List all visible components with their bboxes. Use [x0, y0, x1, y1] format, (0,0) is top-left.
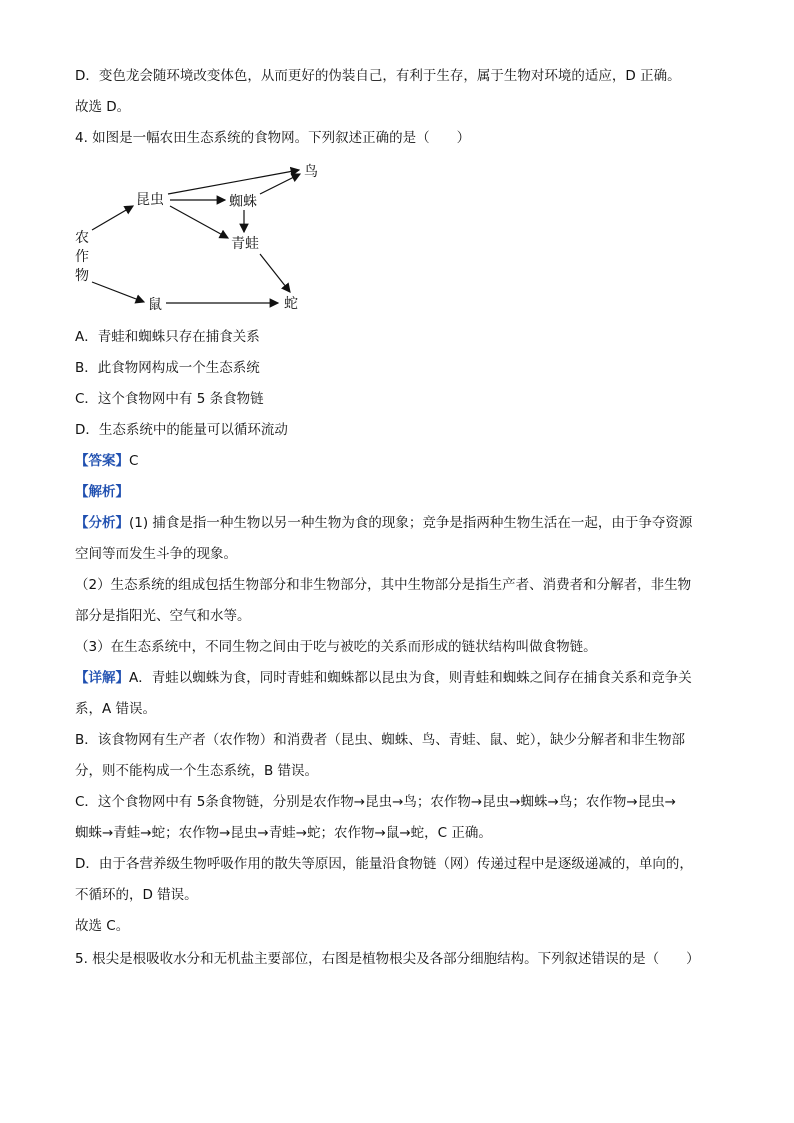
node-frog: 青蛙	[231, 236, 259, 252]
node-bird: 鸟	[304, 164, 318, 180]
arrow-spider-to-bird	[260, 174, 300, 194]
fenxi-line-3: （3）在生态系统中，不同生物之间由于吃与被吃的关系而形成的链状结构叫做食物链。	[75, 639, 597, 655]
node-insect: 昆虫	[136, 192, 164, 208]
analysis-heading	[75, 482, 129, 502]
detail-line-d2: 不循环的，D 错误。	[75, 887, 198, 903]
arrow-crop-to-insect	[92, 206, 133, 230]
fenxi-line-1	[75, 513, 692, 533]
text-line-d-conclusion: D．变色龙会随环境改变体色，从而更好的伪装自己，有利于生存，属于生物对环境的适应，D 正确。	[75, 68, 681, 84]
arrow-frog-to-snake	[260, 254, 290, 292]
detail-line-d: D．由于各营养级生物呼吸作用的散失等原因，能量沿食物链（网）传递过程中是逐级递减的，单向的，	[75, 856, 693, 872]
node-snake: 蛇	[284, 296, 298, 312]
question-5-stem: 5. 根尖是根吸收水分和无机盐主要部位，右图是植物根尖及各部分细胞结构。下列叙述错误的是（ ）	[75, 951, 700, 967]
node-spider: 蜘蛛	[229, 194, 257, 210]
option-d: D．生态系统中的能量可以循环流动	[75, 422, 288, 438]
detail-line-c: C．这个食物网中有 5条食物链，分别是农作物→昆虫→鸟；农作物→昆虫→蜘蛛→鸟；农作物→昆虫→	[75, 794, 676, 810]
node-crop-char-3: 物	[75, 268, 89, 284]
option-a: A．青蛙和蜘蛛只存在捕食关系	[75, 329, 260, 345]
fenxi-tag: 【分析】	[75, 515, 129, 531]
detail-line-a	[75, 668, 692, 688]
option-c: C．这个食物网中有 5 条食物链	[75, 391, 264, 407]
detail-line-b: B．该食物网有生产者（农作物）和消费者（昆虫、蜘蛛、鸟、青蛙、鼠、蛇），缺少分解者和非生物部	[75, 732, 686, 748]
node-crop-char-2: 作	[75, 249, 89, 265]
question-4-stem: 4. 如图是一幅农田生态系统的食物网。下列叙述正确的是（ ）	[75, 130, 471, 146]
detail-line-a2: 系，A 错误。	[75, 701, 157, 717]
detail-text-a: A．青蛙以蜘蛛为食，同时青蛙和蜘蛛都以昆虫为食，则青蛙和蜘蛛之间存在捕食关系和竞争关	[129, 670, 692, 686]
analysis-tag: 【解析】	[75, 484, 129, 500]
detail-line-c2: 蜘蛛→青蛙→蛇；农作物→昆虫→青蛙→蛇；农作物→鼠→蛇，C 正确。	[75, 825, 492, 841]
node-crop-char-1: 农	[75, 230, 89, 246]
food-web-diagram	[70, 158, 330, 318]
choice-line: 故选 C。	[75, 918, 130, 934]
xiangjie-tag: 【详解】	[75, 670, 129, 686]
fenxi-line-1b: 空间等而发生斗争的现象。	[75, 546, 237, 562]
option-b: B．此食物网构成一个生态系统	[75, 360, 260, 376]
node-mouse: 鼠	[148, 297, 162, 313]
answer-value: C	[129, 453, 139, 469]
arrow-crop-to-mouse	[92, 282, 144, 302]
fenxi-line-2: （2）生态系统的组成包括生物部分和非生物部分，其中生物部分是指生产者、消费者和分解者，非生物	[75, 577, 692, 593]
arrow-insect-to-bird	[168, 170, 299, 194]
detail-line-b2: 分，则不能构成一个生态系统，B 错误。	[75, 763, 319, 779]
fenxi-line-2b: 部分是指阳光、空气和水等。	[75, 608, 251, 624]
answer-line	[75, 451, 138, 471]
arrow-insect-to-frog	[170, 206, 228, 238]
text-line-choose-d: 故选 D。	[75, 99, 131, 115]
fenxi-text-1: (1) 捕食是指一种生物以另一种生物为食的现象；竞争是指两种生物生活在一起，由于争夺资源	[129, 515, 693, 531]
answer-tag: 【答案】	[75, 453, 129, 469]
